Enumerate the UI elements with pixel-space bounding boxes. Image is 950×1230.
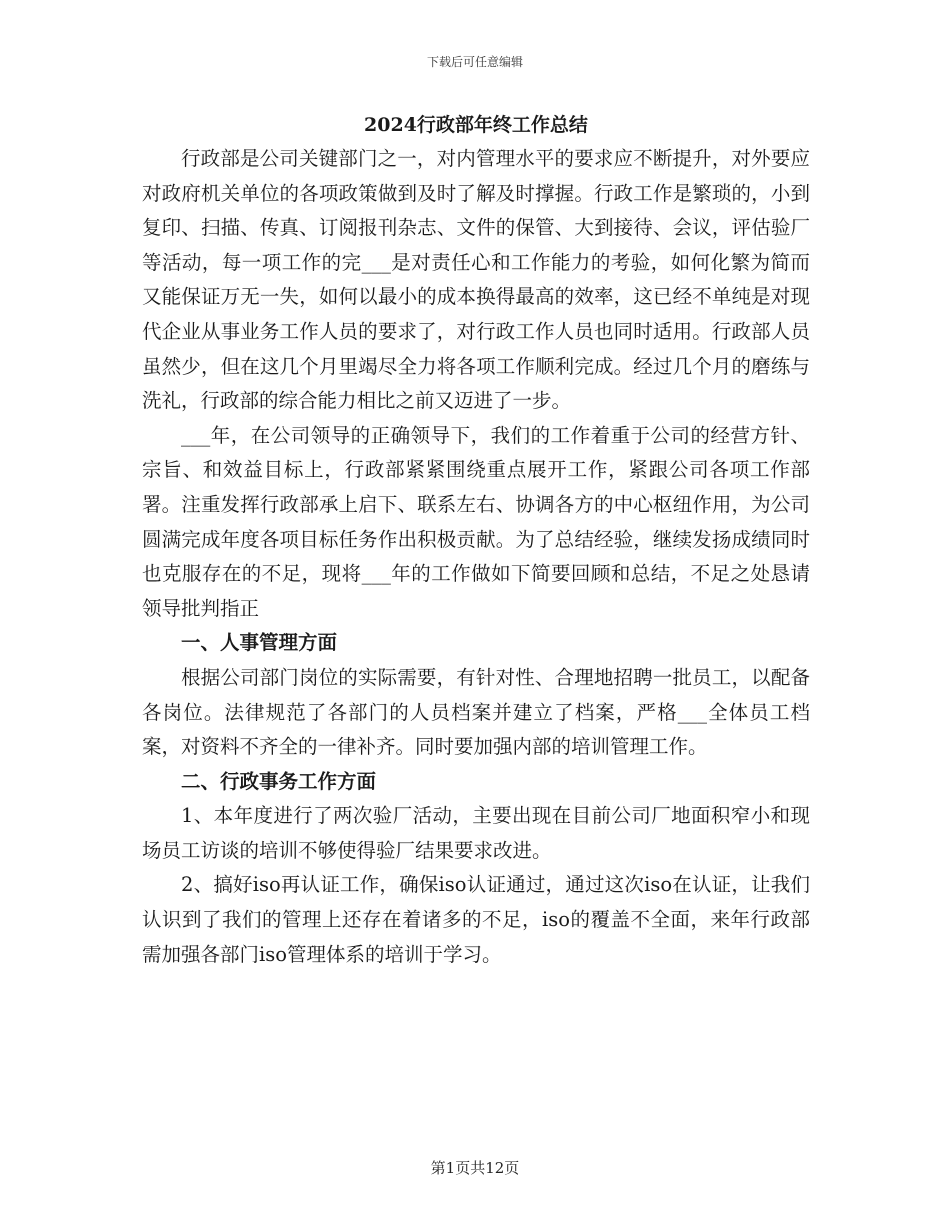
section-heading-admin-affairs: 二、行政事务工作方面	[181, 769, 377, 793]
section-heading-personnel: 一、人事管理方面	[181, 631, 338, 655]
section-personnel-paragraph-1: 根据公司部门岗位的实际需要，有针对性、合理地招聘一批员工，以配备各岗位。法律规范了各部门的人员档案并建立了档案，严格___全体员工档案，对资料不齐全的一律补齐。同时要加强内部的培训管理工作。	[142, 665, 810, 759]
page-number: 第1页共12页	[430, 1159, 520, 1177]
section-admin-paragraph-2: 2、搞好iso再认证工作，确保iso认证通过，通过这次iso在认证，让我们认识到了我们的管理上还存在着诸多的不足，iso的覆盖不全面，来年行政部需加强各部门iso管理体系的培训于学习。	[142, 873, 810, 966]
document-body	[142, 108, 810, 972]
intro-paragraph-2: ___年，在公司领导的正确领导下，我们的工作着重于公司的经营方针、宗旨、和效益目标上，行政部紧紧围绕重点展开工作，紧跟公司各项工作部署。注重发挥行政部承上启下、联系左右、协调各方的中心枢纽作用，为公司圆满完成年度各项目标任务作出积极贡献。为了总结经验，继续发扬成绩同时也克服存在的不足，现将___年的工作做如下简要回顾和总结，不足之处恳请领导批判指正	[142, 423, 810, 620]
header-note: 下载后可任意编辑	[426, 55, 523, 69]
document-title: 2024行政部年终工作总结	[364, 114, 588, 136]
section-admin-paragraph-1: 1、本年度进行了两次验厂活动，主要出现在目前公司厂地面积窄小和现场员工访谈的培训不够使得验厂结果要求改进。	[142, 804, 810, 862]
intro-paragraph-1: 行政部是公司关键部门之一，对内管理水平的要求应不断提升，对外要应对政府机关单位的各项政策做到及时了解及时撑握。行政工作是繁琐的，小到复印、扫描、传真、订阅报刊杂志、文件的保管、大到接待、会议，评估验厂等活动，每一项工作的完___是对责任心和工作能力的考验，如何化繁为简而又能保证万无一失，如何以最小的成本换得最高的效率，这已经不单纯是对现代企业从事业务工作人员的要求了，对行政工作人员也同时适用。行政部人员虽然少，但在这几个月里竭尽全力将各项工作顺利完成。经过几个月的磨练与洗礼，行政部的综合能力相比之前又迈进了一步。	[142, 147, 810, 413]
